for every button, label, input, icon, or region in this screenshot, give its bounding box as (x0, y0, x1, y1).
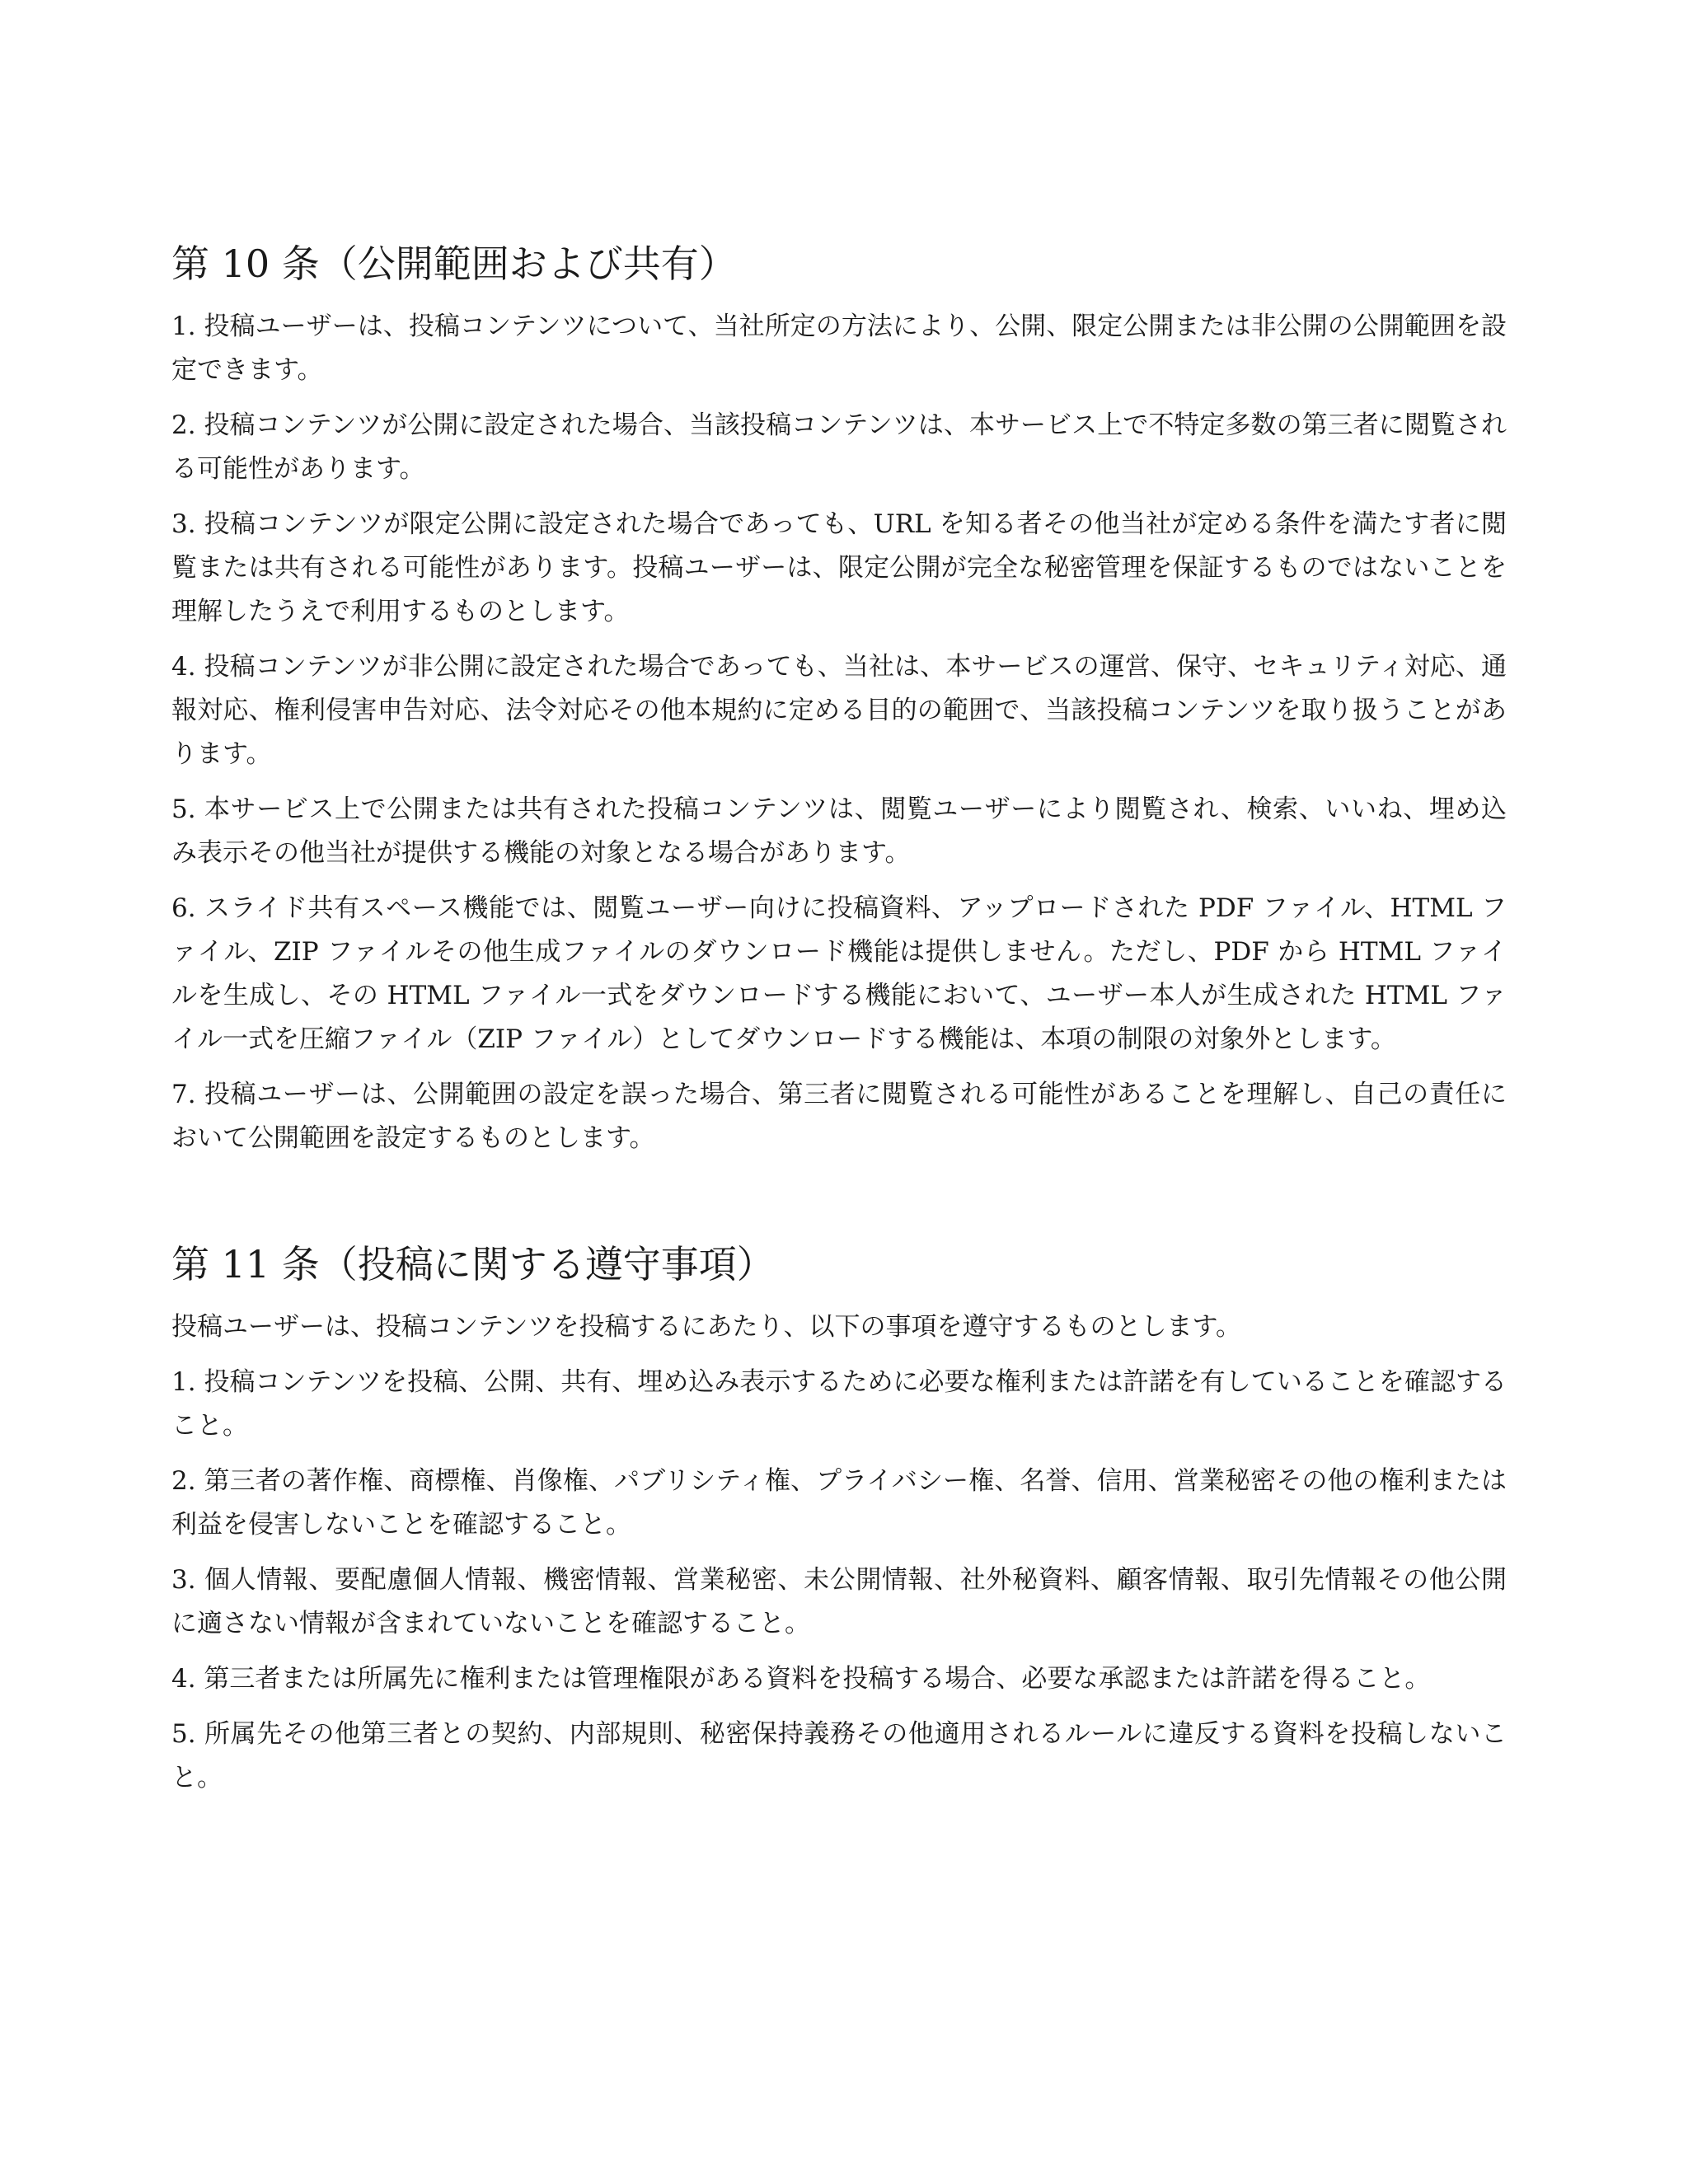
article-11-clause-3: 3. 個人情報、要配慮個人情報、機密情報、営業秘密、未公開情報、社外秘資料、顧客情報、取引先情報その他公開に適さない情報が含まれていないことを確認すること。 (171, 1565, 1507, 1638)
article-10-clause-7: 7. 投稿ユーザーは、公開範囲の設定を誤った場合、第三者に閲覧される可能性があることを理解し、自己の責任において公開範囲を設定するものとします。 (171, 1080, 1507, 1153)
article-11-clause-2: 2. 第三者の著作権、商標権、肖像権、パブリシティ権、プライバシー権、名誉、信用、営業秘密その他の権利または利益を侵害しないことを確認すること。 (171, 1466, 1507, 1540)
article-10-clause-6: 6. スライド共有スペース機能では、閲覧ユーザー向けに投稿資料、アップロードされた PDF ファイル、HTML ファイル、ZIP ファイルその他生成ファイルのダウンロード機能は提供しません。ただし、PDF から HTML ファイルを生成し、その HTML ファイル一式をダウンロードする機能において、ユーザー本人が生成された HTML ファイル一式を圧縮ファイル（ZIP ファイル）としてダウンロードする機能は、本項の制限の対象外とします。 (171, 893, 1507, 1054)
article-10-clause-5: 5. 本サービス上で公開または共有された投稿コンテンツは、閲覧ユーザーにより閲覧され、検索、いいね、埋め込み表示その他当社が提供する機能の対象となる場合があります。 (171, 794, 1507, 868)
article-11-clause-4: 4. 第三者または所属先に権利または管理権限がある資料を投稿する場合、必要な承認または許諾を得ること。 (171, 1664, 1431, 1694)
article-11-clause-5: 5. 所属先その他第三者との契約、内部規則、秘密保持義務その他適用されるルールに違反する資料を投稿しないこと。 (171, 1719, 1507, 1793)
article-10-clause-1: 1. 投稿ユーザーは、投稿コンテンツについて、当社所定の方法により、公開、限定公開または非公開の公開範囲を設定できます。 (171, 312, 1507, 385)
article-11 (171, 1240, 1507, 1800)
article-11-intro: 投稿ユーザーは、投稿コンテンツを投稿するにあたり、以下の事項を遵守するものとします。 (171, 1312, 1241, 1342)
article-10 (171, 239, 1507, 1160)
article-10-title: 第 10 条（公開範囲および共有） (171, 241, 737, 286)
article-11-title: 第 11 条（投稿に関する遵守事項） (171, 1242, 775, 1286)
document-page (171, 239, 1507, 1811)
article-10-clause-3: 3. 投稿コンテンツが限定公開に設定された場合であっても、URL を知る者その他当社が定める条件を満たす者に閲覧または共有される可能性があります。投稿ユーザーは、限定公開が完全な秘密管理を保証するものではないことを理解したうえで利用するものとします。 (171, 509, 1507, 626)
article-11-clause-1: 1. 投稿コンテンツを投稿、公開、共有、埋め込み表示するために必要な権利または許諾を有していることを確認すること。 (171, 1367, 1507, 1441)
article-10-clause-2: 2. 投稿コンテンツが公開に設定された場合、当該投稿コンテンツは、本サービス上で不特定多数の第三者に閲覧される可能性があります。 (171, 410, 1507, 484)
article-10-clause-4: 4. 投稿コンテンツが非公開に設定された場合であっても、当社は、本サービスの運営、保守、セキュリティ対応、通報対応、権利侵害申告対応、法令対応その他本規約に定める目的の範囲で、当該投稿コンテンツを取り扱うことがあります。 (171, 652, 1507, 769)
